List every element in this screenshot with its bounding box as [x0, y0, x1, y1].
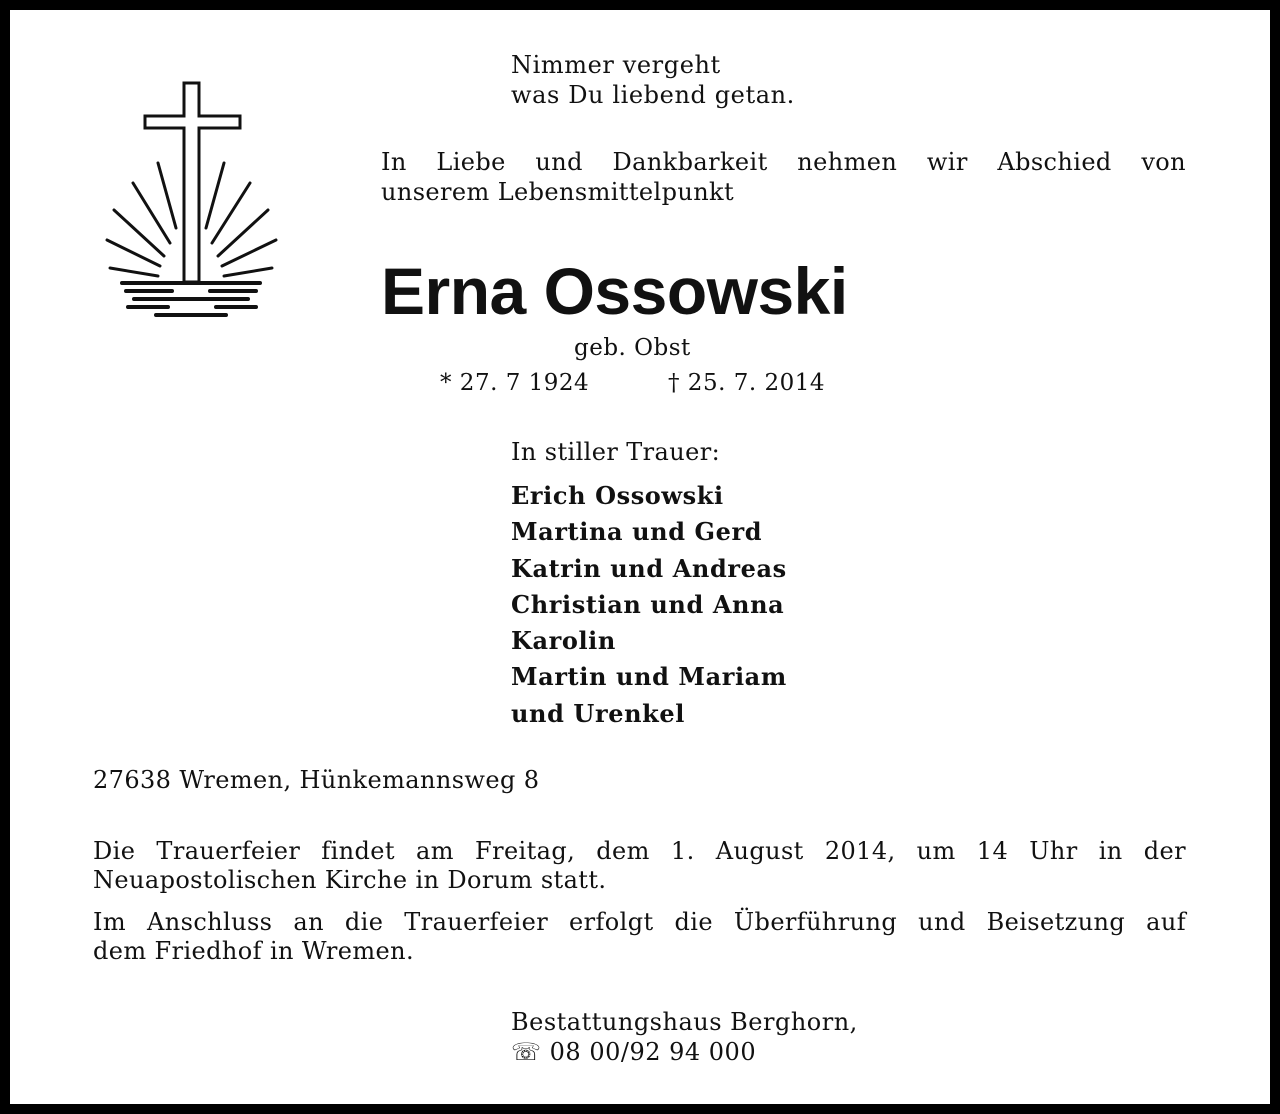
mourners-label: In stiller Trauer: — [511, 438, 721, 466]
mourner-name: Christian und Anna — [511, 589, 785, 619]
intro-text — [381, 147, 1186, 207]
mourner-name: Martin und Mariam — [511, 662, 787, 692]
mourner-name: Erich Ossowski — [511, 481, 724, 510]
intro-line: In Liebe und Dankbarkeit nehmen wir Abschied von — [381, 148, 1186, 176]
birth-date: * 27. 7 1924 — [440, 370, 590, 396]
mourner-name: Martina und Gerd — [511, 517, 763, 547]
burial-text — [93, 908, 1186, 966]
mourner-name: und Urenkel — [511, 698, 685, 728]
motto-line: Nimmer vergeht — [511, 51, 721, 79]
funeral-line: Neuapostolischen Kirche in Dorum statt. — [93, 866, 607, 894]
address: 27638 Wremen, Hünkemannsweg 8 — [93, 766, 540, 794]
mourner-name: Katrin und Andreas — [511, 553, 787, 583]
funeral-line: Die Trauerfeier findet am Freitag, dem 1. August 2014, um 14 Uhr in der — [93, 837, 1186, 865]
mourners-list — [511, 478, 787, 732]
motto — [511, 50, 795, 110]
phone-icon: ☏ — [511, 1038, 542, 1066]
funeral-home — [511, 1007, 858, 1067]
maiden-name: geb. Obst — [574, 335, 691, 361]
funeral-home-name: Bestattungshaus Berghorn, — [511, 1008, 858, 1036]
death-date: † 25. 7. 2014 — [668, 370, 825, 396]
motto-line: was Du liebend getan. — [511, 81, 795, 109]
cross-rays-icon — [100, 78, 285, 323]
burial-line: dem Friedhof in Wremen. — [93, 937, 415, 965]
burial-line: Im Anschluss an die Trauerfeier erfolgt die Überführung und Beisetzung auf — [93, 908, 1186, 936]
life-dates — [440, 368, 825, 398]
mourner-name: Karolin — [511, 626, 616, 656]
phone-number: 08 00/92 94 000 — [549, 1038, 757, 1066]
deceased-name: Erna Ossowski — [381, 254, 848, 328]
funeral-service-text — [93, 837, 1186, 895]
funeral-home-phone — [511, 1037, 858, 1067]
intro-line: unserem Lebensmittelpunkt — [381, 178, 735, 206]
